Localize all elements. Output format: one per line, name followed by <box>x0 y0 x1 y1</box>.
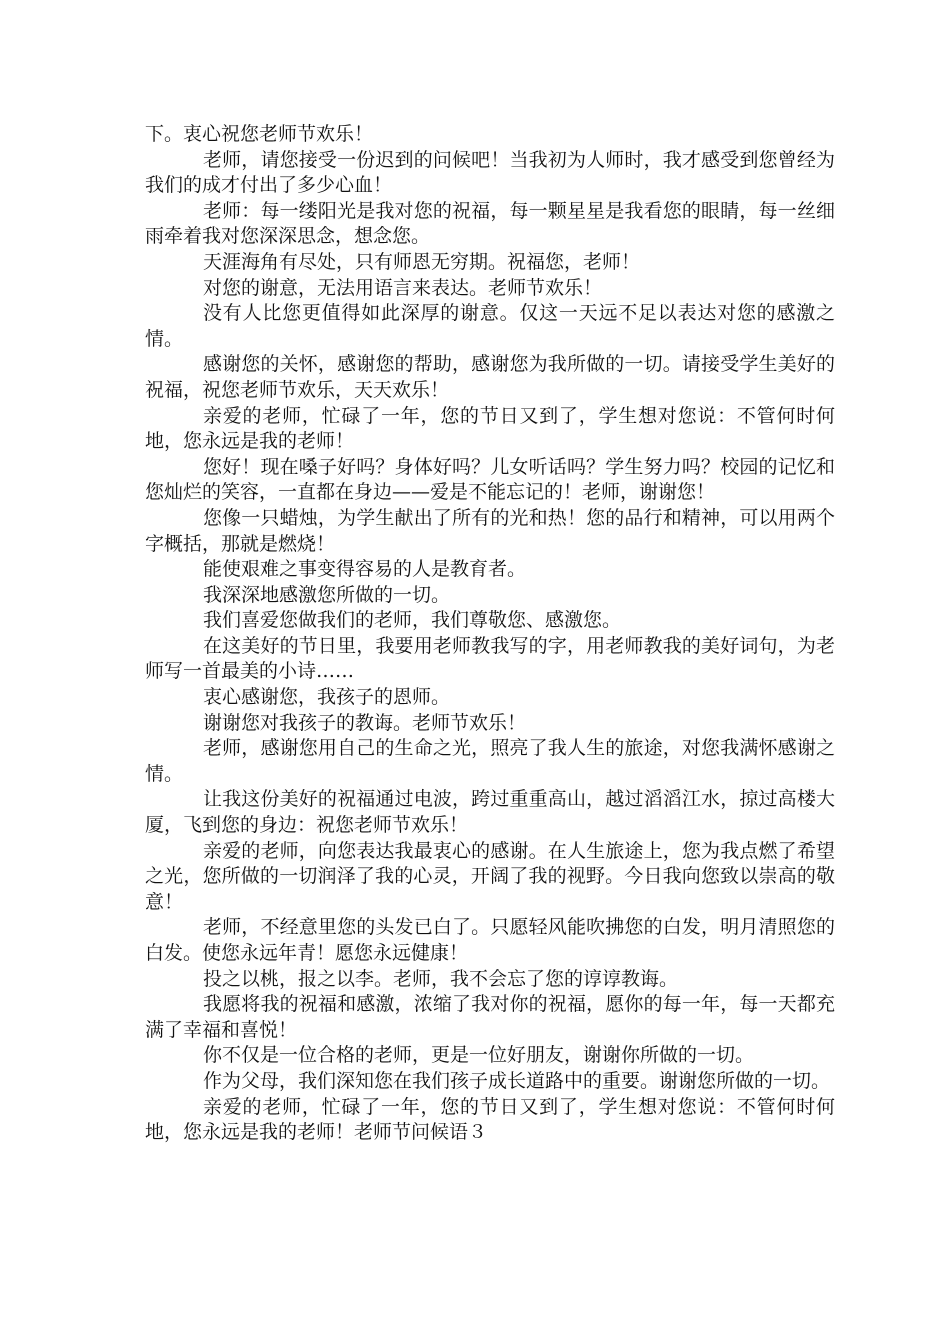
paragraph: 投之以桃，报之以李。老师，我不会忘了您的谆谆教诲。 <box>203 967 679 990</box>
paragraph: 让我这份美好的祝福通过电波，跨过重重高山，越过滔滔江水，掠过高楼大厦，飞到您的身边：祝您老师节欢乐！ <box>145 788 835 837</box>
paragraph: 谢谢您对我孩子的教诲。老师节欢乐！ <box>203 711 527 734</box>
paragraph: 作为父母，我们深知您在我们孩子成长道路中的重要。谢谢您所做的一切。 <box>203 1069 831 1092</box>
paragraph: 感谢您的关怀，感谢您的帮助，感谢您为我所做的一切。请接受学生美好的祝福，祝您老师节欢乐，天天欢乐！ <box>145 353 835 401</box>
paragraph: 老师：每一缕阳光是我对您的祝福，每一颗星星是我看您的眼睛，每一丝细雨牵着我对您深深思念，想念您。 <box>145 199 835 248</box>
paragraph: 亲爱的老师，向您表达我最衷心的感谢。在人生旅途上，您为我点燃了希望之光，您所做的一切润泽了我的心灵，开阔了我的视野。今日我向您致以崇高的敬意！ <box>145 839 835 913</box>
paragraph: 你不仅是一位合格的老师，更是一位好朋友，谢谢你所做的一切。 <box>203 1044 755 1067</box>
paragraph: 您像一只蜡烛，为学生献出了所有的光和热！您的品行和精神，可以用两个字概括，那就是燃烧！ <box>145 506 835 555</box>
paragraph: 下。衷心祝您老师节欢乐！ <box>145 123 374 145</box>
paragraph: 亲爱的老师，忙碌了一年，您的节日又到了，学生想对您说：不管何时何地，您永远是我的老师！老师节问候语３ <box>145 1095 835 1144</box>
paragraph: 能使艰难之事变得容易的人是教育者。 <box>203 558 527 581</box>
document-page <box>145 122 835 1146</box>
paragraph: 天涯海角有尽处，只有师恩无穷期。祝福您，老师！ <box>203 250 641 273</box>
paragraph: 您好！现在嗓子好吗？身体好吗？儿女听话吗？学生努力吗？校园的记忆和您灿烂的笑容，一直都在身边——爱是不能忘记的！老师，谢谢您！ <box>145 455 835 504</box>
paragraph: 老师，请您接受一份迟到的问候吧！当我初为人师时，我才感受到您曾经为我们的成才付出了多少心血！ <box>145 148 835 197</box>
paragraph: 在这美好的节日里，我要用老师教我写的字，用老师教我的美好词句，为老师写一首最美的小诗…… <box>145 634 835 683</box>
paragraph: 我愿将我的祝福和感激，浓缩了我对你的祝福，愿你的每一年，每一天都充满了幸福和喜悦！ <box>145 993 835 1041</box>
paragraph: 老师，感谢您用自己的生命之光，照亮了我人生的旅途，对您我满怀感谢之情。 <box>145 737 835 785</box>
paragraph: 老师，不经意里您的头发已白了。只愿轻风能吹拂您的白发，明月清照您的白发。使您永远年青！愿您永远健康！ <box>145 916 835 964</box>
paragraph: 亲爱的老师，忙碌了一年，您的节日又到了，学生想对您说：不管何时何地，您永远是我的老师！ <box>145 404 835 453</box>
paragraph: 衷心感谢您，我孩子的恩师。 <box>203 686 451 709</box>
paragraph: 对您的谢意，无法用语言来表达。老师节欢乐！ <box>203 276 603 299</box>
paragraph: 我深深地感激您所做的一切。 <box>203 583 451 606</box>
paragraph: 没有人比您更值得如此深厚的谢意。仅这一天远不足以表达对您的感激之情。 <box>145 302 835 350</box>
paragraph: 我们喜爱您做我们的老师，我们尊敬您、感激您。 <box>203 609 622 632</box>
